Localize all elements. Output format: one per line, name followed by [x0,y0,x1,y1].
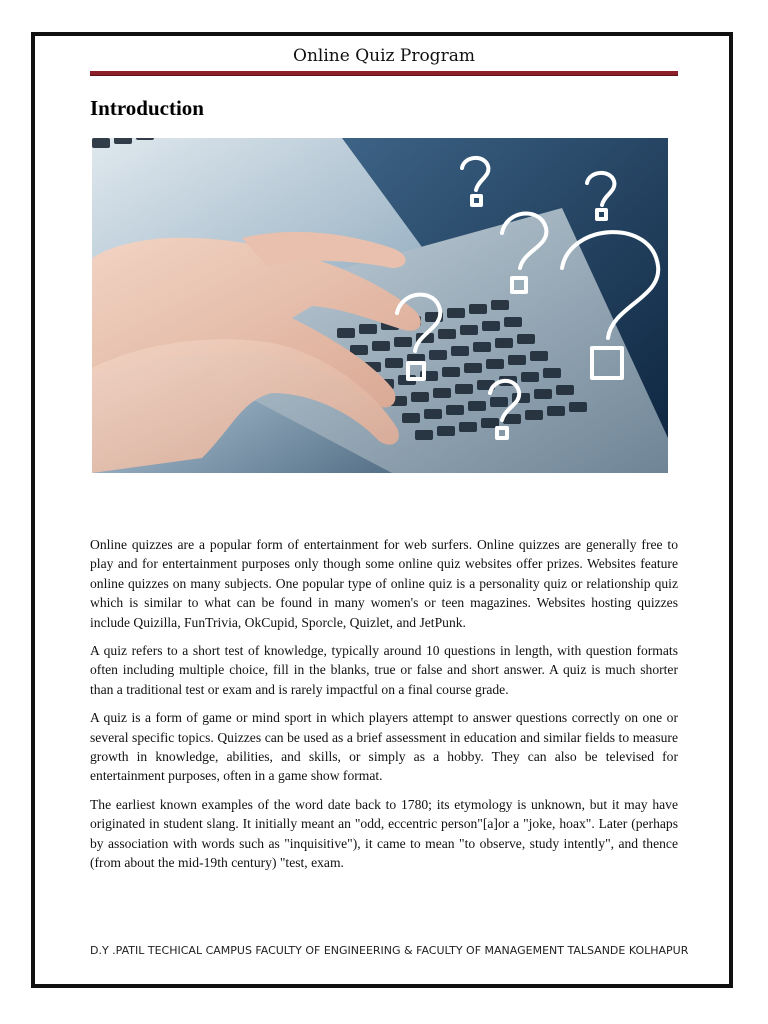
paragraph-3: A quiz is a form of game or mind sport in which players attempt to answer questions correctly on one or several specific topics. Quizzes can be used as a brief assessment in education and similar fields to measure growth in knowledge, abilities, and skills, or simply as a hobby. They can also be televised for entertainment purposes, often in a game show format. [90,710,678,784]
header-title: Online Quiz Program [293,46,475,66]
paragraph-1: Online quizzes are a popular form of entertainment for web surfers. Online quizzes are generally free to play and for entertainment purposes only though some online quiz websites offer prizes. Websites feature online quizzes on many subjects. One popular type of online quiz is a personality quiz or relationship quiz which is similar to what can be found in many women's or teen magazines. Websites hosting quizzes include Quizilla, FunTrivia, OkCupid, Sporcle, Quizlet, and JetPunk. [90,537,678,630]
footer-institution: D.Y .PATIL TECHICAL CAMPUS FACULTY OF ENGINEERING & FACULTY OF MANAGEMENT TALSANDE KOLHAPUR [90,944,689,957]
question-marks-laptop-image [92,138,668,473]
paragraph-4: The earliest known examples of the word date back to 1780; its etymology is unknown, but it may have originated in student slang. It initially meant an "odd, eccentric person"[a]or a "joke, hoax". Later (perhaps by association with words such as "inquisitive"), it came to mean "to observe, study intently", and thence (from about the mid-19th century) "test, exam. [90,796,678,871]
section-heading: Introduction [90,96,204,120]
paragraph-2: A quiz refers to a short test of knowledge, typically around 10 questions in length, with question formats often including multiple choice, fill in the blanks, true or false and short answer. A quiz is much shorter than a traditional test or exam and is rarely impactful on a final course grade. [90,643,678,697]
body-text [90,535,678,882]
header-rule [90,71,678,76]
